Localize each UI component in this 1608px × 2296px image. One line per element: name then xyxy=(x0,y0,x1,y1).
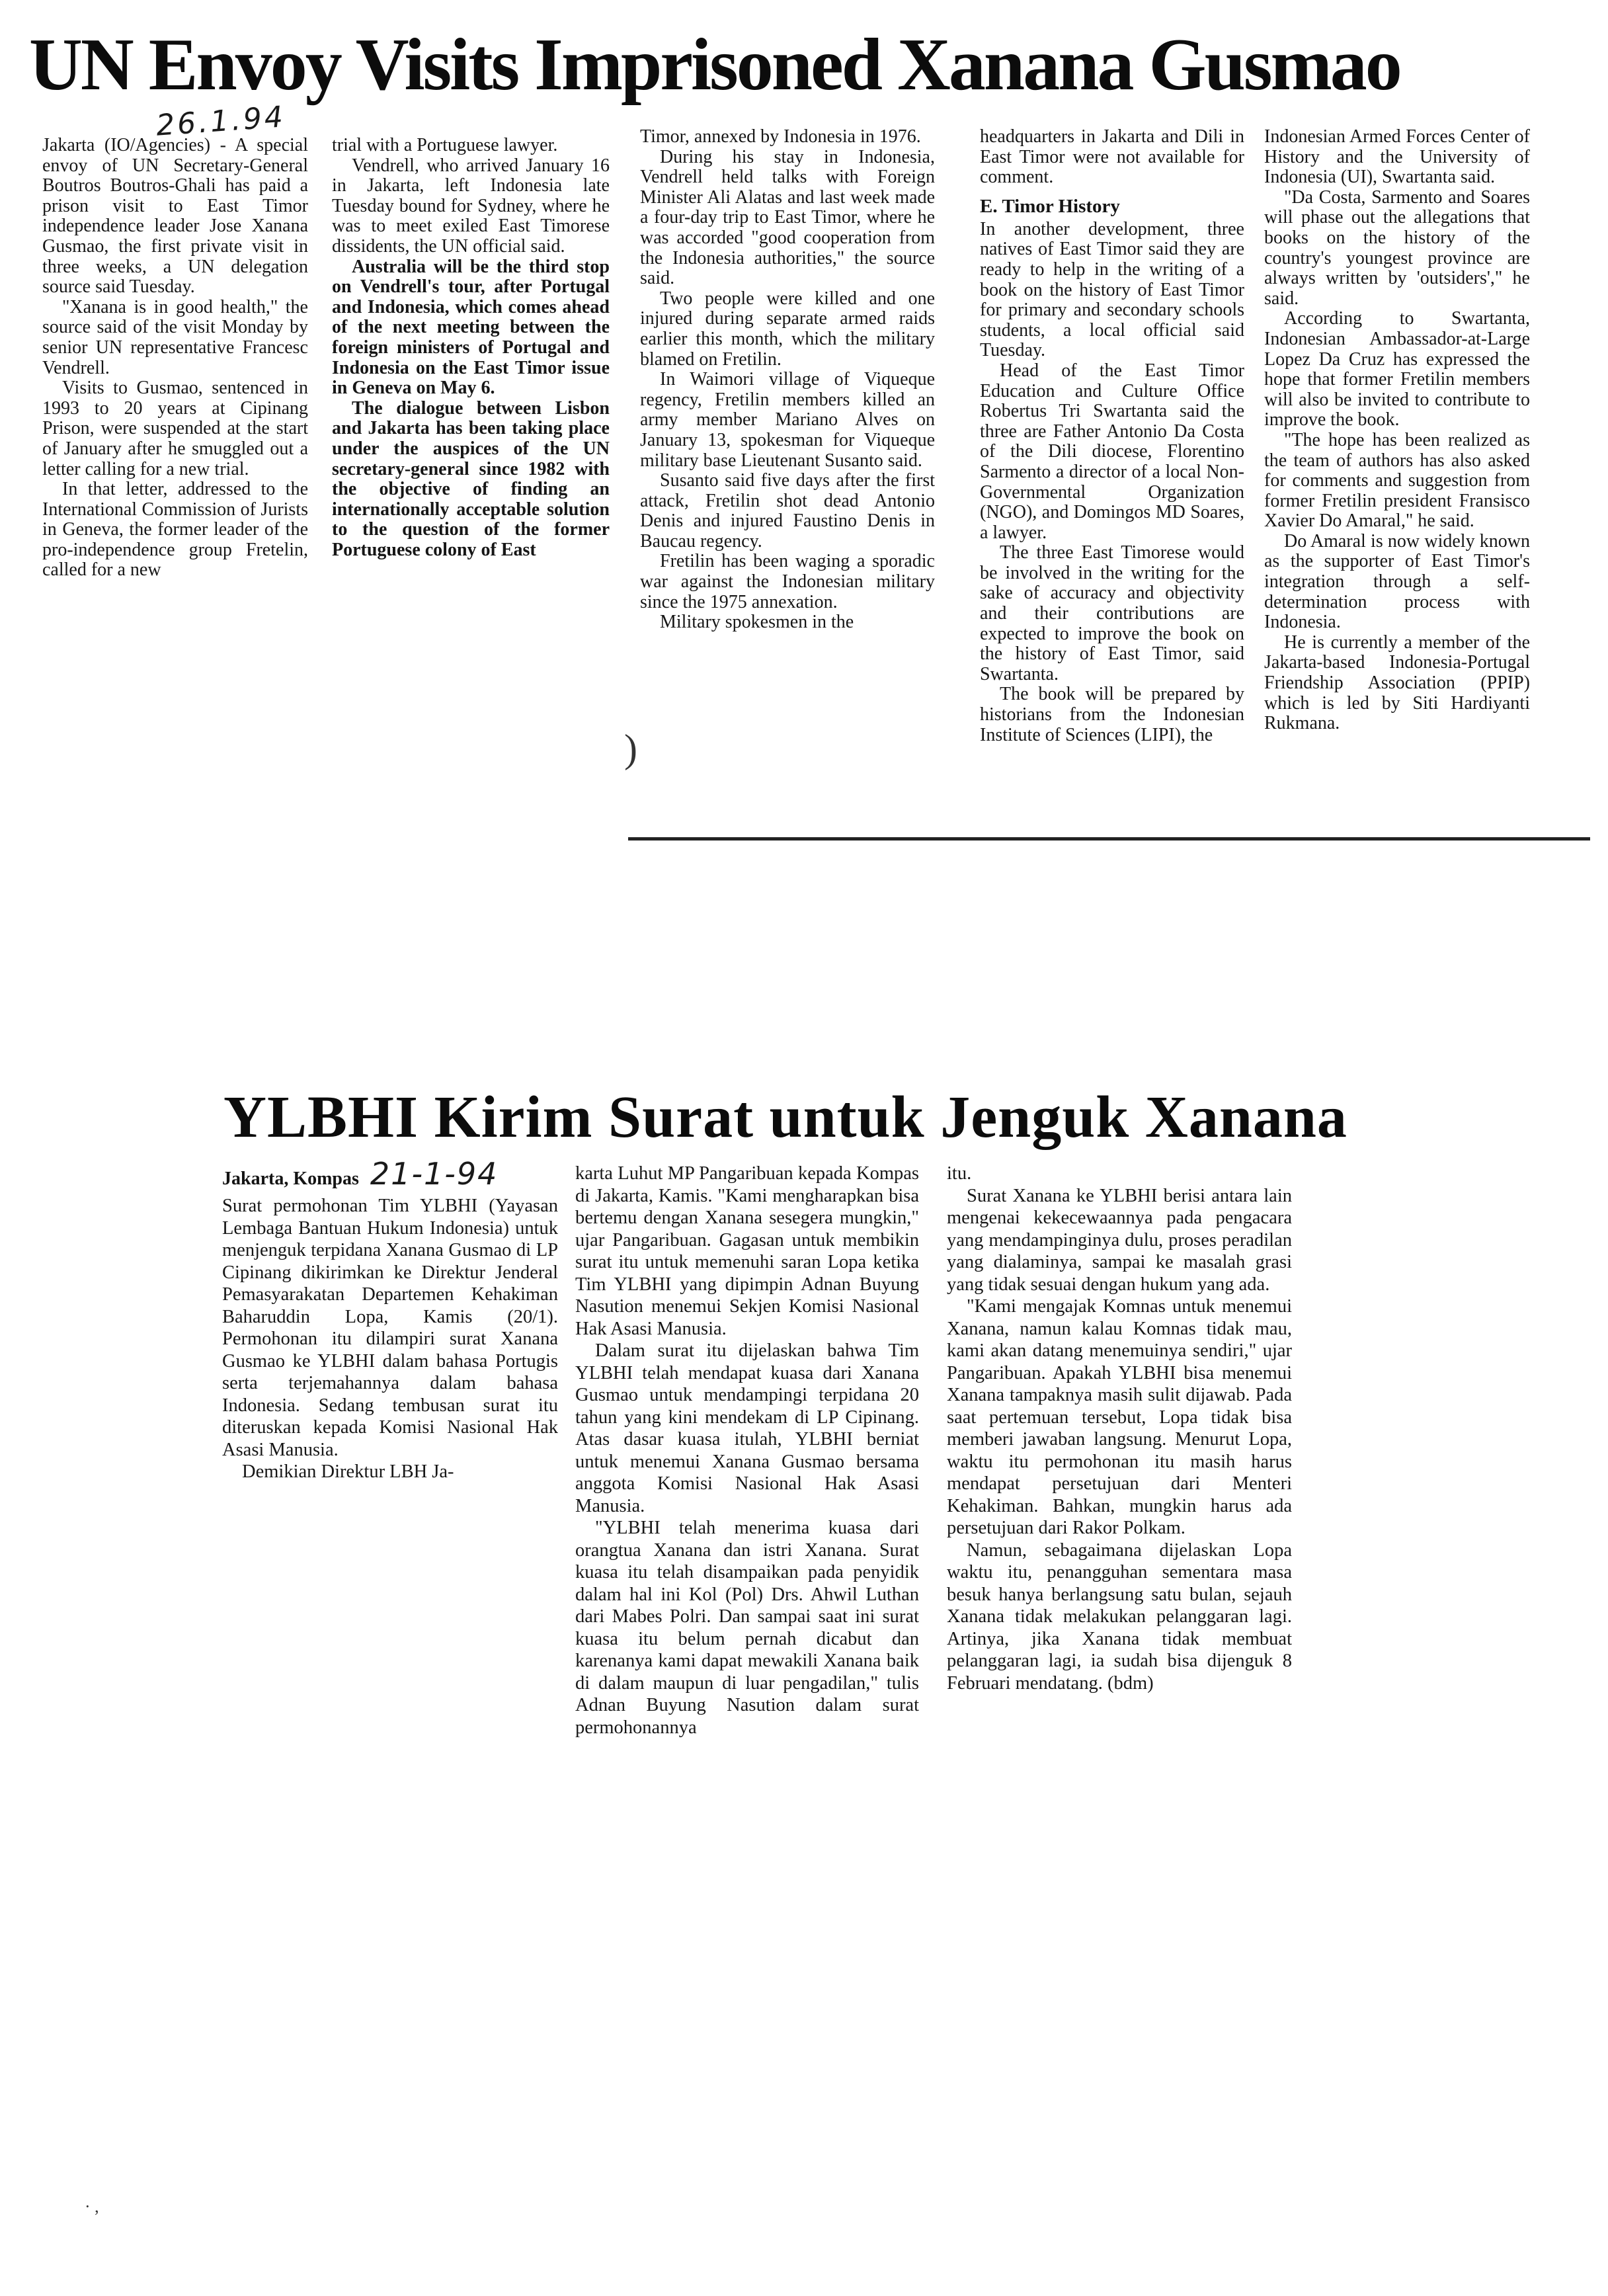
paragraph: Dalam surat itu dijelaskan bahwa Tim YLBHI telah mendapat kuasa dari Xanana Gusmao untuk mendampingi terpidana 20 tahun yang kini mendekam di LP Cipinang. Atas dasar kuasa itulah, YLBHI berniat untuk menemui Xanana Gusmao bersama anggota Komisi Nasional Hak Asasi Manusia. xyxy=(575,1340,919,1516)
paragraph: Fretilin has been waging a sporadic war against the Indonesian military since the 1975 annexation. xyxy=(640,551,935,612)
paragraph: Jakarta (IO/Agencies) - A special envoy of UN Secretary-General Boutros Boutros-Ghali has paid a prison visit to East Timor independence leader Jose Xanana Gusmao, the first private visit in three weeks, a UN delegation source said Tuesday. xyxy=(42,136,308,298)
article-column xyxy=(947,1163,1292,1906)
paragraph: "Xanana is in good health," the source said of the visit Monday by senior UN representative Francesc Vendrell. xyxy=(42,296,308,378)
dateline: Jakarta, Kompas xyxy=(222,1168,359,1189)
paragraph: In Waimori village of Viqueque regency, Fretilin members killed an army member Mariano Alves on January 13, spokesman for Viqueque military base Lieutenant Susanto said. xyxy=(640,369,935,471)
paragraph: The book will be prepared by historians from the Indonesian Institute of Sciences (LIPI), the xyxy=(980,684,1244,745)
column-rule xyxy=(628,837,1590,840)
paragraph: Susanto said five days after the first attack, Fretilin shot dead Antonio Denis and injured Faustino Denis in Baucau regency. xyxy=(640,470,935,552)
paragraph: "The hope has been realized as the team of authors has also asked for comments and suggestion from former Fretilin president Fransisco Xavier Do Amaral," he said. xyxy=(1264,429,1530,532)
paragraph: itu. xyxy=(947,1163,972,1184)
paragraph: Military spokesmen in the xyxy=(660,612,854,633)
article-headline: UN Envoy Visits Imprisoned Xanana Gusmao xyxy=(29,24,1400,106)
article-column xyxy=(1264,127,1530,838)
paragraph: Surat Xanana ke YLBHI berisi antara lain mengenai kekecewaannya pada pengacara yang mendampinginya dulu, proses peradilan yang dialaminya, sampai ke masalah grasi yang tidak sesuai dengan hukum yang ada. xyxy=(947,1185,1292,1295)
scan-speck: · , xyxy=(85,2197,99,2216)
article-column xyxy=(42,136,308,704)
paragraph: The dialogue between Lisbon and Jakarta has been taking place under the auspices of the UN secretary-general since 1982 with the objective of finding an internationally acceptable solution to the question of the former Portuguese colony of East xyxy=(332,397,610,560)
paragraph: headquarters in Jakarta and Dili in East Timor were not available for comment. xyxy=(980,127,1244,188)
article-column xyxy=(222,1161,558,1584)
handwritten-date: 26.1.94 xyxy=(155,100,287,143)
paragraph: Australia will be the third stop on Vendrell's tour, after Portugal and Indonesia, which comes ahead of the next meeting between the foreign ministers of Portugal and Indonesia on the East Timor issue in Geneva on May 6. xyxy=(332,256,610,399)
paragraph: Timor, annexed by Indonesia in 1976. xyxy=(640,127,921,147)
handwritten-date: 21-1-94 xyxy=(370,1161,499,1192)
article-column xyxy=(640,127,935,838)
paragraph: "Da Costa, Sarmento and Soares will phase out the allegations that books on the history of the country's youngest province are always written by 'outsiders'," he said. xyxy=(1264,186,1530,309)
paragraph: Vendrell, who arrived January 16 in Jakarta, left Indonesia late Tuesday bound for Sydney, where he was to meet exiled East Timorese dissidents, the UN official said. xyxy=(332,155,610,257)
paragraph: trial with a Portuguese lawyer. xyxy=(332,136,558,155)
paragraph: "YLBHI telah menerima kuasa dari orangtua Xanana dan istri Xanana. Surat kuasa itu telah disampaikan pada penyidik dalam hal ini Kol (Pol) Drs. Ahwil Luthan dari Mabes Polri. Dan sampai saat ini surat kuasa itu belum pernah dicabut dan karenanya kami dapat mewakili Xanana baik di dalam maupun di luar pengadilan," tulis Adnan Buyung Nasution dalam surat permohonannya xyxy=(575,1518,919,1738)
dateline-row xyxy=(222,1163,558,1190)
article-column xyxy=(980,127,1244,838)
article-column xyxy=(332,136,610,658)
article-column xyxy=(575,1163,919,1906)
paragraph: Visits to Gusmao, sentenced in 1993 to 20 years at Cipinang Prison, were suspended at the start of January after he smuggled out a letter calling for a new trial. xyxy=(42,378,308,479)
paragraph: During his stay in Indonesia, Vendrell held talks with Foreign Minister Ali Alatas and last week made a four-day trip to East Timor, where he was accorded "good cooperation from the Indonesia authorities," the source said. xyxy=(640,146,935,289)
paragraph: Surat permohonan Tim YLBHI (Yayasan Lembaga Bantuan Hukum Indonesia) untuk menjenguk terpidana Xanana Gusmao di LP Cipinang dikirimkan ke Direktur Jenderal Pemasyarakatan Departemen Kehakiman Baharuddin Lopa, Kamis (20/1). Permohonan itu dilampiri surat Xanana Gusmao ke YLBHI dalam bahasa Portugis serta terjemahannya dalam bahasa Indonesia. Sedang tembusan surat itu diteruskan kepada Komisi Nasional Hak Asasi Manusia. xyxy=(222,1196,558,1460)
paragraph: Do Amaral is now widely known as the supporter of East Timor's integration through a self-determination process with Indonesia. xyxy=(1264,530,1530,633)
paragraph: According to Swartanta, Indonesian Ambassador-at-Large Lopez Da Cruz has expressed the hope that former Fretilin members will also be invited to contribute to improve the book. xyxy=(1264,308,1530,430)
paragraph: Head of the East Timor Education and Culture Office Robertus Tri Swartanta said the three are Father Antonio Da Costa of the Dili diocese, Florentino Sarmento a director of a local Non-Governmental Organization (NGO), and Domingos MD Soares, a lawyer. xyxy=(980,360,1244,543)
paragraph: The three East Timorese would be involved in the writing for the sake of accuracy and objectivity and their contributions are expected to improve the book on the history of East Timor, said Swartanta. xyxy=(980,542,1244,684)
article-headline: YLBHI Kirim Surat untuk Jenguk Xanana xyxy=(223,1085,1347,1150)
paragraph: karta Luhut MP Pangaribuan kepada Kompas di Jakarta, Kamis. "Kami mengharapkan bisa bertemu dengan Xanana sesegera mungkin," ujar Pangaribuan. Gagasan untuk membikin surat itu untuk memenuhi saran Lopa ketika Tim YLBHI yang dipimpin Adnan Buyung Nasution menemui Sekjen Komisi Nasional Hak Asasi Manusia. xyxy=(575,1163,919,1339)
paragraph: "Kami mengajak Komnas untuk menemui Xanana, namun kalau Komnas tidak mau, kami akan datang menemuinya sendiri," ujar Pangaribuan. Apakah YLBHI bisa menemui Xanana tampaknya masih sulit dijawab. Pada saat pertemuan tersebut, Lopa tidak bisa memberi jawaban langsung. Menurut Lopa, waktu itu permohonan itu masih harus mendapat persetujuan dari Menteri Kehakiman. Bahkan, mungkin harus ada persetujuan dari Rakor Polkam. xyxy=(947,1296,1292,1538)
paragraph: Indonesian Armed Forces Center of History and the University of Indonesia (UI), Swartanta said. xyxy=(1264,127,1530,188)
paragraph: In that letter, addressed to the International Commission of Jurists in Geneva, the former leader of the pro-independence group Fretelin, called for a new xyxy=(42,479,308,581)
paragraph: He is currently a member of the Jakarta-based Indonesia-Portugal Friendship Association (PPIP) which is led by Siti Hardiyanti Rukmana. xyxy=(1264,632,1530,734)
bracket-mark: ) xyxy=(624,727,637,770)
paragraph: Namun, sebagaimana dijelaskan Lopa waktu itu, penangguhan sementara masa besuk hanya berlangsung satu bulan, sejauh Xanana tidak melakukan pelanggaran lagi. Artinya, jika Xanana tidak membuat pelanggaran lagi, ia sudah bisa dijenguk 8 Februari mendatang. (bdm) xyxy=(947,1539,1292,1694)
paragraph: Demikian Direktur LBH Ja- xyxy=(242,1461,454,1482)
subheading: E. Timor History xyxy=(980,195,1120,217)
paragraph: Two people were killed and one injured during separate armed raids earlier this month, which the military blamed on Fretilin. xyxy=(640,288,935,370)
paragraph: In another development, three natives of East Timor said they are ready to help in the writing of a book on the history of East Timor for primary and secondary schools students, a local official said Tuesday. xyxy=(980,218,1244,361)
